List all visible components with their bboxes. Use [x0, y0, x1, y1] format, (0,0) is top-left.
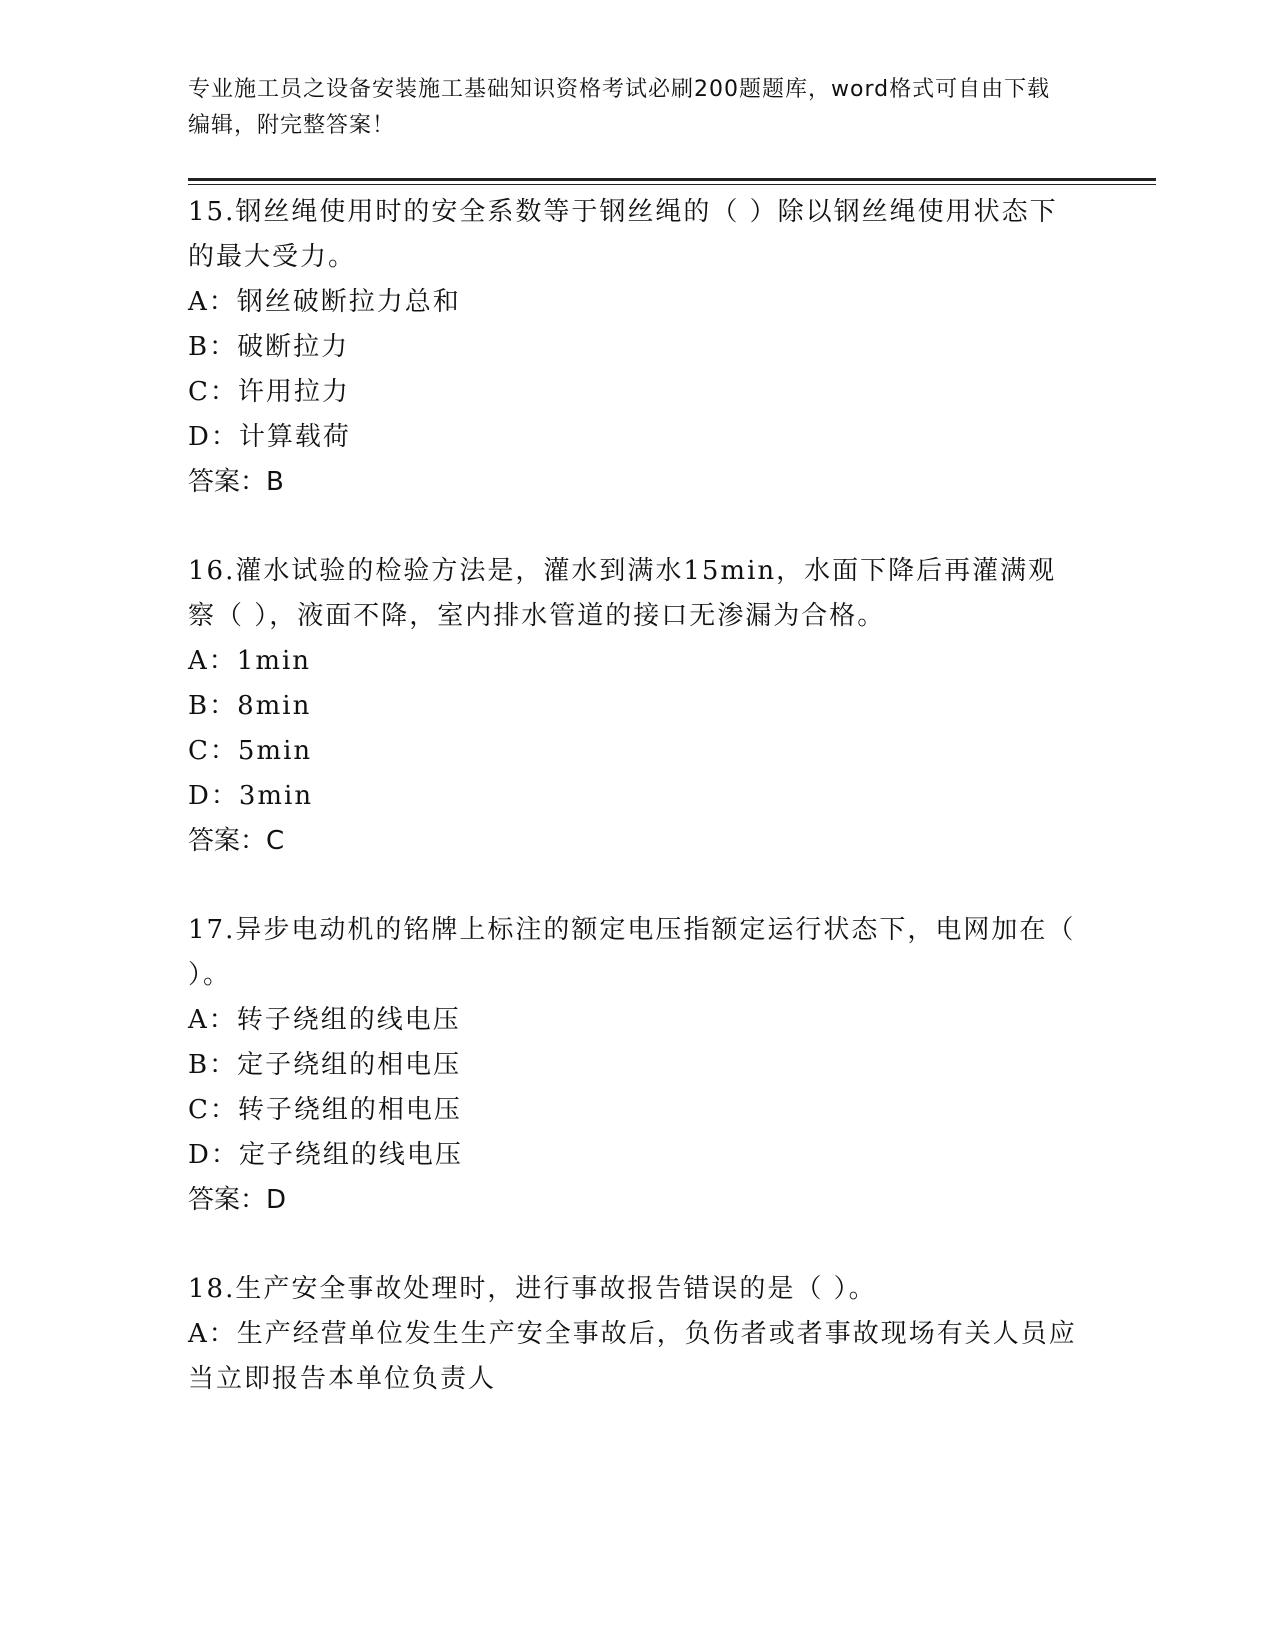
option-b: B：破断拉力 — [188, 332, 350, 362]
option-d: D：3min — [188, 781, 314, 811]
option-b: B：8min — [188, 691, 312, 721]
option-d: D：定子绕组的线电压 — [188, 1140, 463, 1170]
question-18 — [188, 1267, 1078, 1402]
question-16 — [188, 549, 1078, 864]
question-stem: 15.钢丝绳使用时的安全系数等于钢丝绳的（ ）除以钢丝绳使用状态下的最大受力。 — [188, 197, 1058, 272]
option-b: B：定子绕组的相电压 — [188, 1050, 462, 1080]
question-15 — [188, 190, 1078, 505]
header-divider-thick — [188, 178, 1156, 181]
question-stem: 17.异步电动机的铭牌上标注的额定电压指额定运行状态下，电网加在（ ）。 — [188, 915, 1076, 990]
document-header: 专业施工员之设备安装施工基础知识资格考试必刷200题题库，word格式可自由下载编辑，附完整答案！ — [188, 77, 1051, 138]
answer-line: 答案：D — [188, 1185, 287, 1215]
question-stem: 16.灌水试验的检验方法是，灌水到满水15min，水面下降后再灌满观察（ ），液面不降，室内排水管道的接口无渗漏为合格。 — [188, 556, 1057, 631]
option-c: C：转子绕组的相电压 — [188, 1095, 462, 1125]
header-divider-thin — [188, 184, 1156, 185]
question-list — [188, 190, 1078, 1446]
question-stem: 18.生产安全事故处理时，进行事故报告错误的是（ ）。 — [188, 1274, 877, 1304]
option-a: A：钢丝破断拉力总和 — [188, 287, 461, 317]
answer-line: 答案：B — [188, 467, 284, 497]
option-c: C：5min — [188, 736, 313, 766]
option-c: C：许用拉力 — [188, 377, 350, 407]
option-a: A：1min — [188, 646, 312, 676]
question-17 — [188, 908, 1078, 1223]
option-a: A：生产经营单位发生生产安全事故后，负伤者或者事故现场有关人员应当立即报告本单位负责人 — [188, 1319, 1077, 1394]
option-d: D：计算载荷 — [188, 422, 351, 452]
option-a: A：转子绕组的线电压 — [188, 1005, 461, 1035]
answer-line: 答案：C — [188, 826, 285, 856]
